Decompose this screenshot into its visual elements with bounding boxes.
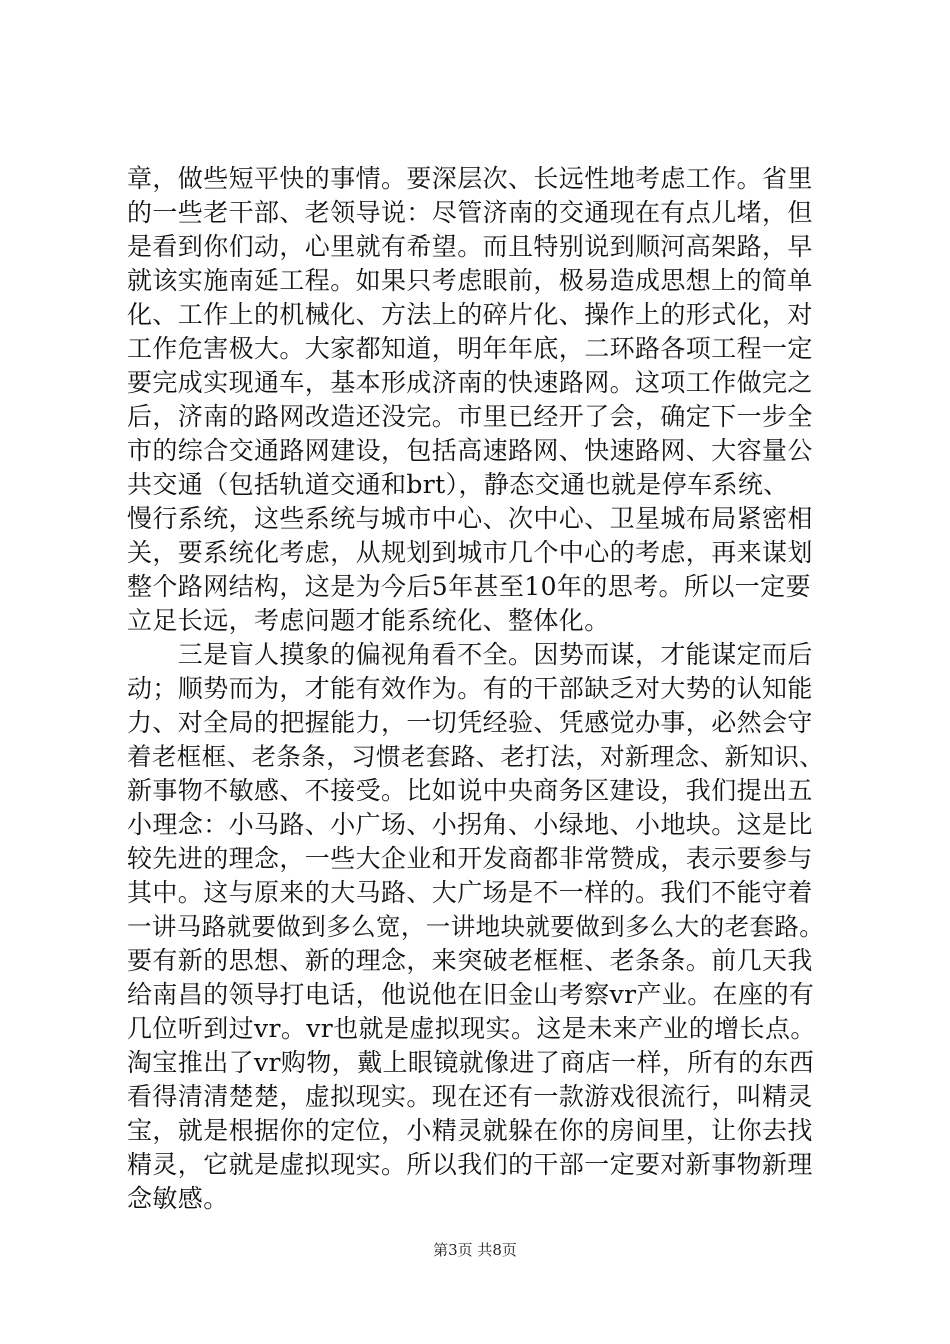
text-line: 淘宝推出了vr购物，戴上眼镜就像进了商店一样，所有的东西 bbox=[127, 1048, 815, 1077]
text-line: 慢行系统，这些系统与城市中心、次中心、卫星城布局紧密相 bbox=[127, 504, 813, 533]
text-line: 市的综合交通路网建设，包括高速路网、快速路网、大容量公 bbox=[127, 436, 813, 465]
text-line: 关，要系统化考虑，从规划到城市几个中心的考虑，再来谋划 bbox=[127, 538, 813, 567]
text-line: 是看到你们动，心里就有希望。而且特别说到顺河高架路，早 bbox=[127, 232, 813, 261]
text-line: 新事物不敏感、不接受。比如说中央商务区建设，我们提出五 bbox=[127, 776, 813, 805]
text-line: 念敏感。 bbox=[127, 1184, 229, 1213]
text-line: 工作危害极大。大家都知道，明年年底，二环路各项工程一定 bbox=[127, 334, 813, 363]
text-line: 动；顺势而为，才能有效作为。有的干部缺乏对大势的认知能 bbox=[127, 674, 813, 703]
page-footer: 第3页 共8页 bbox=[433, 1241, 517, 1259]
text-line: 化、工作上的机械化、方法上的碎片化、操作上的形式化，对 bbox=[127, 300, 813, 329]
text-line: 要有新的思想、新的理念，来突破老框框、老条条。前几天我 bbox=[127, 946, 813, 975]
text-line: 力、对全局的把握能力，一切凭经验、凭感觉办事，必然会守 bbox=[127, 708, 813, 737]
body-text bbox=[127, 162, 823, 1216]
text-line: 几位听到过vr。vr也就是虚拟现实。这是未来产业的增长点。 bbox=[127, 1014, 816, 1043]
text-line: 立足长远，考虑问题才能系统化、整体化。 bbox=[127, 606, 610, 635]
text-line: 精灵，它就是虚拟现实。所以我们的干部一定要对新事物新理 bbox=[127, 1150, 813, 1179]
text-line: 共交通（包括轨道交通和brt），静态交通也就是停车系统、 bbox=[127, 470, 789, 499]
text-line: 其中。这与原来的大马路、大广场是不一样的。我们不能守着 bbox=[127, 878, 813, 907]
text-line: 着老框框、老条条，习惯老套路、老打法，对新理念、新知识、 bbox=[127, 742, 825, 771]
text-line: 章，做些短平快的事情。要深层次、长远性地考虑工作。省里 bbox=[127, 164, 813, 193]
text-line: 宝，就是根据你的定位，小精灵就躲在你的房间里，让你去找 bbox=[127, 1116, 813, 1145]
text-line: 小理念：小马路、小广场、小拐角、小绿地、小地块。这是比 bbox=[127, 810, 813, 839]
text-line: 看得清清楚楚，虚拟现实。现在还有一款游戏很流行，叫精灵 bbox=[127, 1082, 813, 1111]
text-line: 整个路网结构，这是为今后5年甚至10年的思考。所以一定要 bbox=[127, 572, 811, 601]
text-line: 三是盲人摸象的偏视角看不全。因势而谋，才能谋定而后 bbox=[127, 640, 813, 669]
text-line: 要完成实现通车，基本形成济南的快速路网。这项工作做完之 bbox=[127, 368, 813, 397]
text-line: 较先进的理念，一些大企业和开发商都非常赞成，表示要参与 bbox=[127, 844, 813, 873]
text-line: 就该实施南延工程。如果只考虑眼前，极易造成思想上的简单 bbox=[127, 266, 813, 295]
text-line: 给南昌的领导打电话，他说他在旧金山考察vr产业。在座的有 bbox=[127, 980, 815, 1009]
text-line: 一讲马路就要做到多么宽，一讲地块就要做到多么大的老套路。 bbox=[127, 912, 825, 941]
text-line: 后，济南的路网改造还没完。市里已经开了会，确定下一步全 bbox=[127, 402, 813, 431]
text-line: 的一些老干部、老领导说：尽管济南的交通现在有点儿堵，但 bbox=[127, 198, 813, 227]
